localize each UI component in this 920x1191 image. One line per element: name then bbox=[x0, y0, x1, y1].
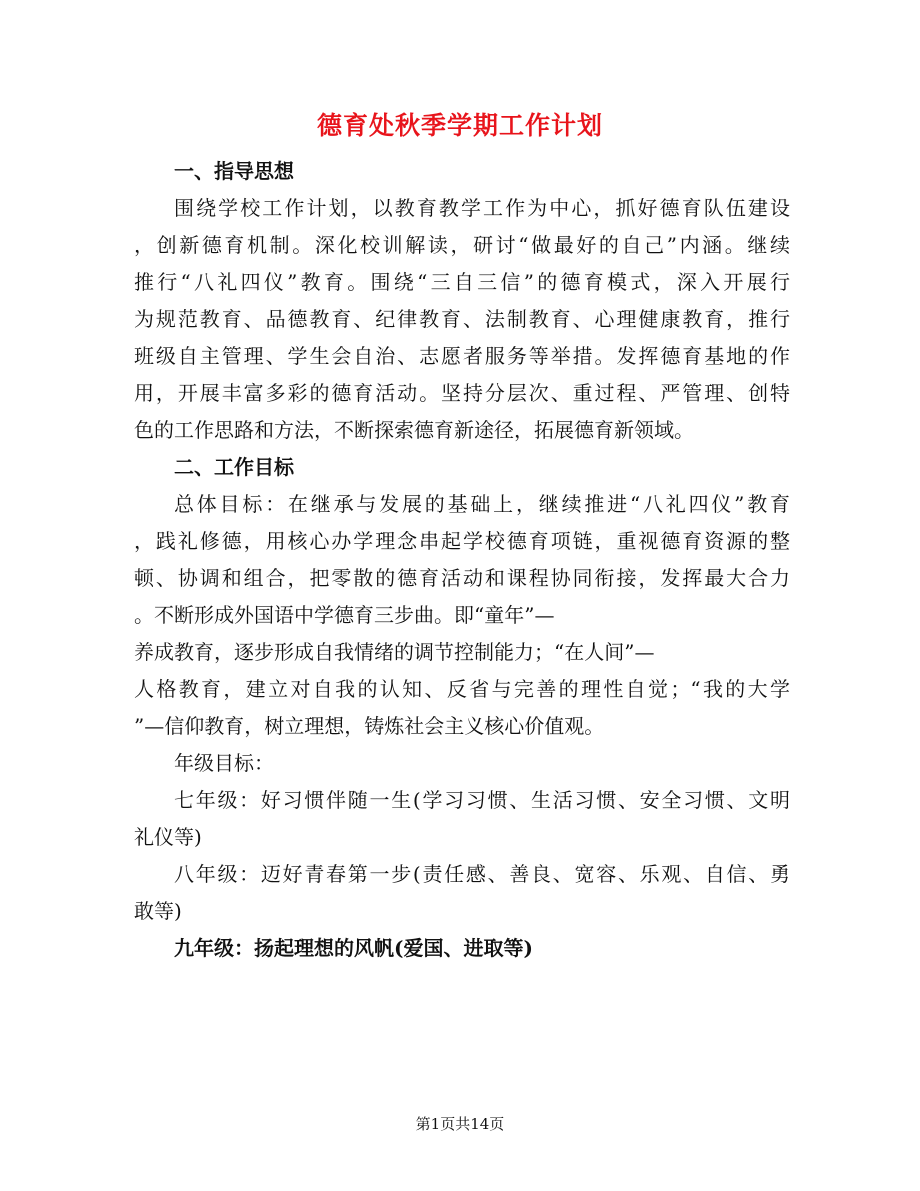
body-line: 七年级：好习惯伴随一生(学习习惯、生活习惯、安全习惯、文明 bbox=[174, 787, 790, 812]
body-line: 为规范教育、品德教育、纪律教育、法制教育、心理健康教育，推行 bbox=[134, 306, 790, 331]
body-line: 二、工作目标 bbox=[174, 454, 294, 479]
body-line: 围绕学校工作计划，以教育教学工作为中心，抓好德育队伍建设 bbox=[174, 195, 790, 220]
document-body bbox=[134, 157, 790, 971]
body-line: 年级目标： bbox=[174, 750, 274, 775]
body-line: 人格教育，建立对自我的认知、反省与完善的理性自觉；“我的大学 bbox=[134, 676, 790, 701]
body-line: 班级自主管理、学生会自治、志愿者服务等举措。发挥德育基地的作 bbox=[134, 343, 790, 368]
body-line: 八年级：迈好青春第一步(责任感、善良、宽容、乐观、自信、勇 bbox=[174, 861, 790, 886]
body-line: 礼仪等) bbox=[134, 824, 202, 849]
body-line: 养成教育，逐步形成自我情绪的调节控制能力；“在人间”— bbox=[134, 639, 655, 664]
body-line: ，践礼修德，用核心办学理念串起学校德育项链，重视德育资源的整 bbox=[134, 528, 790, 553]
body-line: 顿、协调和组合，把零散的德育活动和课程协同衔接，发挥最大合力 bbox=[134, 565, 790, 590]
body-line: 用，开展丰富多彩的德育活动。坚持分层次、重过程、严管理、创特 bbox=[134, 380, 790, 405]
body-line: 总体目标：在继承与发展的基础上，继续推进“八礼四仪”教育 bbox=[174, 491, 790, 516]
page-footer: 第1页共14页 bbox=[415, 1115, 505, 1133]
document-title: 德育处秋季学期工作计划 bbox=[316, 111, 603, 140]
body-line: ，创新德育机制。深化校训解读，研讨“做最好的自己”内涵。继续 bbox=[134, 232, 790, 257]
body-line: 敢等) bbox=[134, 898, 182, 923]
body-line: 九年级：扬起理想的风帆(爱国、进取等) bbox=[174, 935, 533, 960]
body-line: 。不断形成外国语中学德育三步曲。即“童年”— bbox=[134, 602, 555, 627]
body-line: 色的工作思路和方法，不断探索德育新途径，拓展德育新领域。 bbox=[134, 417, 694, 442]
body-line: ”—信仰教育，树立理想，铸炼社会主义核心价值观。 bbox=[134, 713, 605, 738]
body-line: 一、指导思想 bbox=[174, 159, 294, 183]
body-line: 推行“八礼四仪”教育。围绕“三自三信”的德育模式，深入开展行 bbox=[134, 269, 790, 294]
